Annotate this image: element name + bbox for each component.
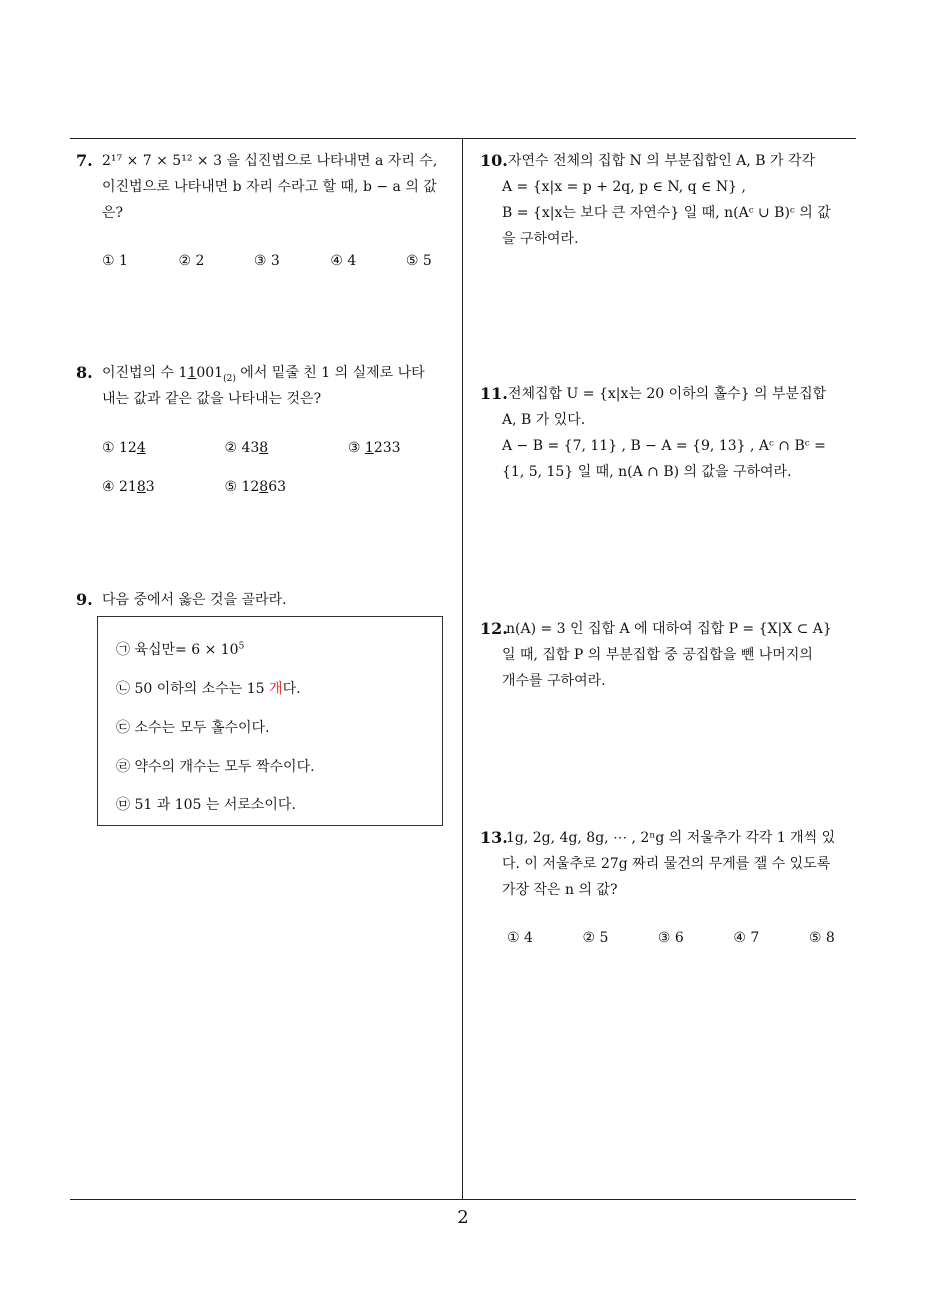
option-1[interactable]: ① 124: [102, 440, 146, 456]
answer-options: [102, 474, 286, 500]
statement-item[interactable]: ㉢ 소수는 모두 홀수이다.: [116, 720, 270, 736]
statement-box: [97, 616, 443, 826]
question-text-line: 을 구하여라.: [502, 231, 579, 247]
page-number: 2: [457, 1207, 469, 1228]
question-text-line: A, B 가 있다.: [502, 412, 586, 428]
option-5[interactable]: ⑤ 8: [808, 930, 835, 946]
question-text-line: 자연수 전체의 집합 N 의 부분집합인 A, B 가 각각: [508, 153, 816, 169]
question-number: 7.: [76, 151, 93, 170]
question-text-line: n(A) = 3 인 집합 A 에 대하여 집합 P = {X|X ⊂ A}: [506, 621, 832, 637]
question-13: [480, 825, 860, 955]
option-3[interactable]: ③ 6: [657, 930, 684, 946]
option-4[interactable]: ④ 4: [330, 253, 357, 269]
bottom-rule: [70, 1199, 856, 1200]
statement-item[interactable]: ㉤ 51 과 105 는 서로소이다.: [116, 797, 296, 813]
question-text-line: 전체집합 U = {x|x는 20 이하의 홀수} 의 부분집합: [508, 386, 827, 402]
question-text-line: 1g, 2g, 4g, 8g, ⋯ , 2ⁿg 의 저울추가 각각 1 개씩 있: [506, 830, 836, 846]
question-9: [76, 587, 458, 613]
option-3[interactable]: ③ 1233: [347, 440, 401, 456]
question-number: 9.: [76, 590, 93, 609]
option-2[interactable]: ② 5: [582, 930, 609, 946]
question-text-line: {1, 5, 15} 일 때, n(A ∩ B) 의 값을 구하여라.: [502, 464, 792, 480]
answer-options: [507, 925, 835, 951]
question-number: 12.: [480, 619, 508, 638]
question-10: [480, 148, 860, 258]
question-text-line: A = {x|x = p + 2q, p ∈ N, q ∈ N} ,: [502, 179, 746, 195]
option-4[interactable]: ④ 2183: [102, 479, 155, 495]
option-5[interactable]: ⑤ 12863: [224, 479, 287, 495]
option-2[interactable]: ② 438: [224, 440, 269, 456]
question-text-line: 다음 중에서 옳은 것을 골라라.: [102, 592, 287, 608]
question-12: [480, 616, 860, 696]
question-text-line: 이진법으로 나타내면 b 자리 수라고 할 때, b − a 의 값: [102, 179, 437, 195]
question-text-line: 다. 이 저울추로 27g 짜리 물건의 무게를 잴 수 있도록: [502, 856, 831, 872]
question-11: [480, 381, 860, 491]
option-2[interactable]: ② 2: [178, 253, 205, 269]
statement-item[interactable]: ㉡ 50 이하의 소수는 15 개다.: [116, 681, 301, 697]
question-text-line: 개수를 구하여라.: [502, 673, 606, 689]
option-4[interactable]: ④ 7: [733, 930, 760, 946]
question-text-line: 일 때, 집합 P 의 부분집합 중 공집합을 뺀 나머지의: [502, 647, 813, 663]
question-text-line: 내는 값과 같은 값을 나타내는 것은?: [102, 391, 322, 407]
question-8: [76, 360, 458, 500]
answer-options: [102, 248, 432, 274]
question-number: 10.: [480, 151, 508, 170]
question-text-line: A − B = {7, 11} , B − A = {9, 13} , Aᶜ ∩ Bᶜ =: [502, 438, 826, 454]
option-1[interactable]: ① 1: [102, 253, 128, 269]
answer-options: [102, 435, 401, 461]
option-5[interactable]: ⑤ 5: [405, 253, 432, 269]
top-rule: [70, 138, 856, 139]
option-3[interactable]: ③ 3: [253, 253, 280, 269]
question-text-line: 2¹⁷ × 7 × 5¹² × 3 을 십진법으로 나타내면 a 자리 수,: [102, 153, 438, 169]
statement-item[interactable]: ㉣ 약수의 개수는 모두 짝수이다.: [116, 759, 315, 775]
question-number: 13.: [480, 828, 508, 847]
statement-item[interactable]: ㉠ 육십만= $6 \times 10^5$: [116, 641, 245, 658]
question-text-line: 가장 작은 n 의 값?: [502, 882, 618, 898]
option-1[interactable]: ① 4: [507, 930, 533, 946]
column-divider: [462, 139, 463, 1200]
question-text-line: B = {x|x는 보다 큰 자연수} 일 때, n(Aᶜ ∪ B)ᶜ 의 값: [502, 205, 831, 221]
question-number: 8.: [76, 363, 93, 382]
question-number: 11.: [480, 384, 508, 403]
question-text-line: 이진법의 수 $11001_{(2)}$ 에서 밑줄 친 1 의 실제로 나타: [102, 365, 425, 384]
question-7: [76, 148, 458, 288]
question-text-line: 은?: [102, 205, 124, 221]
